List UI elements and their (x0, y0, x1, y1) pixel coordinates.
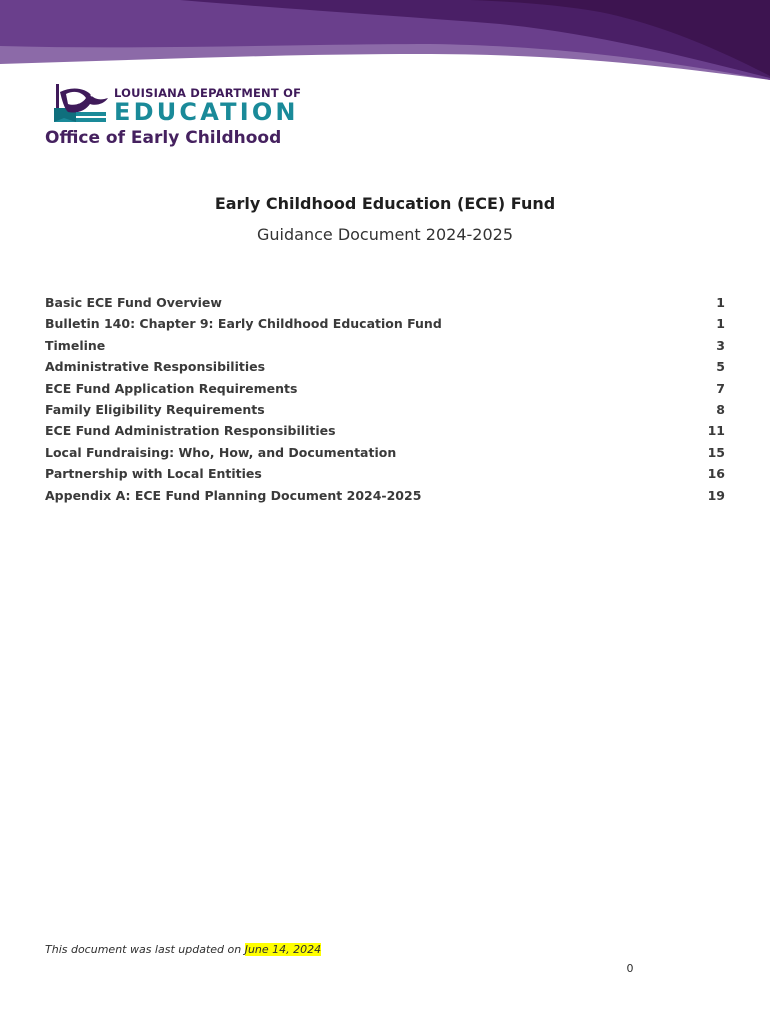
toc-entry-label[interactable]: Administrative Responsibilities (45, 359, 266, 375)
page-number: 0 (626, 962, 634, 975)
toc-entry-page[interactable]: 15 (707, 444, 725, 460)
toc-entry-page[interactable]: 19 (707, 487, 725, 503)
toc-entry-label[interactable]: Family Eligibility Requirements (45, 401, 265, 417)
department-name: LOUISIANA DEPARTMENT OF (114, 86, 302, 100)
office-name: Office of Early Childhood (45, 128, 282, 148)
document-subtitle: Guidance Document 2024-2025 (257, 225, 513, 244)
toc-entry[interactable] (45, 442, 725, 463)
toc-entry-page[interactable]: 8 (716, 401, 725, 417)
toc-entry[interactable] (45, 313, 725, 334)
toc-entry-label[interactable]: Partnership with Local Entities (45, 466, 262, 482)
table-of-contents (45, 292, 725, 506)
document-title: Early Childhood Education (ECE) Fund (214, 194, 556, 213)
toc-entry-label[interactable]: Bulletin 140: Chapter 9: Early Childhood Education Fund (45, 316, 442, 332)
toc-entry[interactable] (45, 399, 725, 420)
toc-entry-page[interactable]: 1 (716, 295, 725, 310)
toc-entry[interactable] (45, 420, 725, 441)
toc-entry-page[interactable]: 11 (707, 423, 725, 439)
pelican-book-icon (52, 82, 110, 126)
toc-entry-label[interactable]: Basic ECE Fund Overview (45, 295, 222, 310)
toc-entry[interactable] (45, 463, 725, 484)
toc-entry[interactable] (45, 335, 725, 356)
last-updated-note (45, 943, 321, 956)
toc-entry[interactable] (45, 292, 725, 313)
toc-entry-label[interactable]: Timeline (45, 337, 106, 353)
last-updated-prefix: This document was last updated on (45, 943, 245, 956)
toc-entry-page[interactable]: 16 (707, 466, 725, 482)
toc-entry-label[interactable]: Local Fundraising: Who, How, and Documentation (45, 444, 397, 460)
toc-entry-label[interactable]: ECE Fund Application Requirements (45, 380, 298, 396)
toc-entry[interactable] (45, 485, 725, 506)
last-updated-date: June 14, 2024 (244, 943, 322, 956)
toc-entry-page[interactable]: 7 (716, 380, 725, 396)
department-logo (52, 82, 332, 126)
education-wordmark: EDUCATION (114, 98, 299, 126)
toc-entry-page[interactable]: 5 (716, 359, 725, 375)
toc-entry-page[interactable]: 3 (716, 337, 725, 353)
toc-entry-label[interactable]: ECE Fund Administration Responsibilities (45, 423, 336, 439)
toc-entry[interactable] (45, 378, 725, 399)
toc-entry-page[interactable]: 1 (716, 316, 725, 332)
toc-entry-label[interactable]: Appendix A: ECE Fund Planning Document 2024-2025 (45, 487, 422, 503)
toc-entry[interactable] (45, 356, 725, 377)
header-banner (0, 0, 770, 80)
